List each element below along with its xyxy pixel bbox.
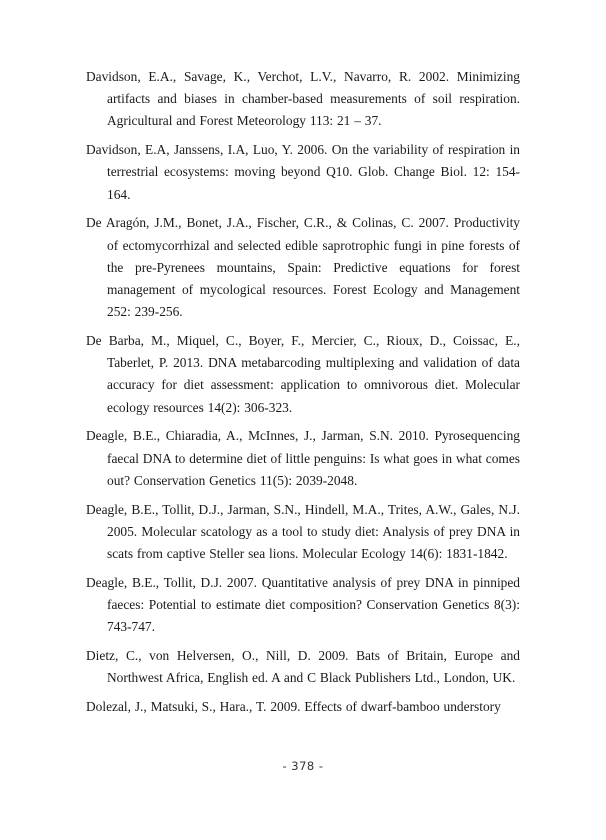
reference-entry: Dietz, C., von Helversen, O., Nill, D. 2009. Bats of Britain, Europe and Northwest Africa, English ed. A and C Black Publishers Ltd., London, UK. (86, 648, 520, 686)
reference-entry: Deagle, B.E., Tollit, D.J., Jarman, S.N., Hindell, M.A., Trites, A.W., Gales, N.J. 2005. Molecular scatology as a tool to study diet: Analysis of prey DNA in scats from captive Steller sea lions. Molecular Ecology 14(6): 1831-1842. (86, 501, 520, 562)
reference-entry: De Barba, M., Miquel, C., Boyer, F., Mercier, C., Rioux, D., Coissac, E., Taberlet, P. 2013. DNA metabarcoding multiplexing and validation of data accuracy for diet assessment: application to omnivorous diet. Molecular ecology resources 14(2): 306-323. (86, 333, 520, 415)
reference-list (86, 66, 520, 725)
reference-entry: Davidson, E.A, Janssens, I.A, Luo, Y. 2006. On the variability of respiration in terrestrial ecosystems: moving beyond Q10. Glob. Change Biol. 12: 154-164. (86, 142, 520, 202)
reference-entry: Dolezal, J., Matsuki, S., Hara., T. 2009. Effects of dwarf-bamboo understory (86, 699, 501, 715)
reference-entry: Davidson, E.A., Savage, K., Verchot, L.V., Navarro, R. 2002. Minimizing artifacts and biases in chamber-based measurements of soil respiration. Agricultural and Forest Meteorology 113: 21 – 37. (86, 69, 520, 129)
reference-entry: Deagle, B.E., Tollit, D.J. 2007. Quantitative analysis of prey DNA in pinniped faeces: Potential to estimate diet composition? Conservation Genetics 8(3): 743-747. (86, 574, 520, 635)
page-number: - 378 - (282, 759, 324, 773)
reference-entry: De Aragón, J.M., Bonet, J.A., Fischer, C.R., & Colinas, C. 2007. Productivity of ectomycorrhizal and selected edible saprotrophic fungi in pine forests of the pre-Pyrenees mountains, Spain: Predictive equations for forest management of mycological resources. Forest Ecology and Management 252: 239-256. (86, 215, 520, 320)
reference-entry: Deagle, B.E., Chiaradia, A., McInnes, J., Jarman, S.N. 2010. Pyrosequencing faecal DNA to determine diet of little penguins: Is what goes in what comes out? Conservation Genetics 11(5): 2039-2048. (86, 428, 520, 488)
